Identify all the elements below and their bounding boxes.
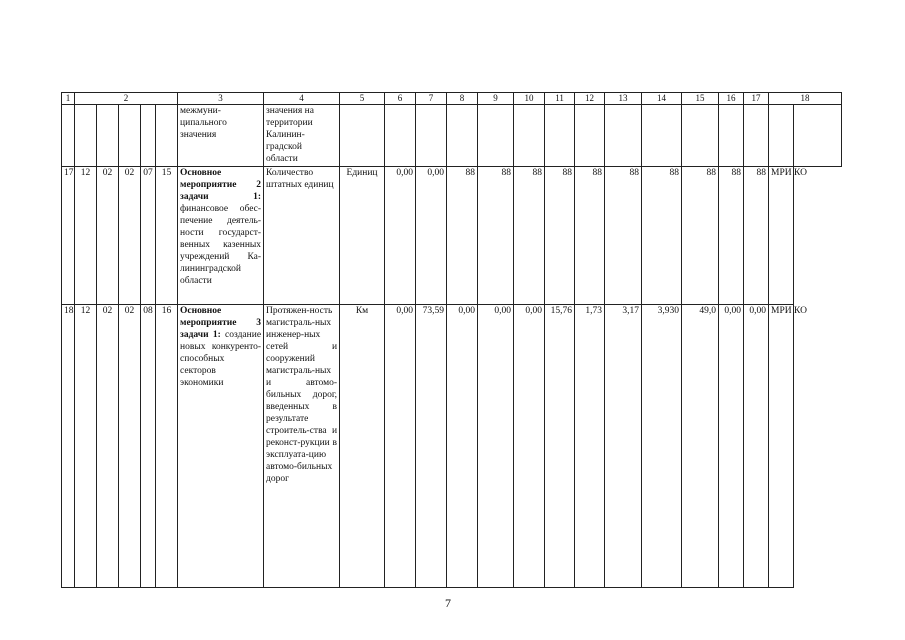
header-cell: 10 [514,93,545,105]
table-row [62,305,842,588]
value-cell: 0,00 [744,305,769,588]
continuation-name-cell: межмуни- ципального значения [178,105,264,167]
header-cell: 13 [605,93,642,105]
responsible-cell [769,305,807,588]
header-cell: 5 [340,93,385,105]
value-cell: 15,76 [545,305,575,588]
header-cell: 18 [769,93,842,105]
value-cell: 88 [575,167,605,305]
header-cell: 12 [575,93,605,105]
code-cell: 02 [97,305,119,588]
responsible-label: МРИ КО [771,306,807,316]
unit-cell: Км [340,305,385,588]
value-cell: 0,00 [416,167,447,305]
code-cell: 18 [62,305,75,588]
value-cell: 88 [447,167,478,305]
value-cell: 0,00 [719,305,744,588]
header-cell: 7 [416,93,447,105]
indicator-cell: Протяжен-ность магистраль-ных инженер-ных сетей и сооружений магистраль-ных и автомо-бильных дорог, введенных в результате строитель-ства и реконст-рукции в эксплуата-цию автомо-бильных дорог [264,305,340,588]
header-cell: 4 [264,93,340,105]
continuation-indicator-cell: значения на территории Калинин- градской области [264,105,340,167]
value-cell: 88 [545,167,575,305]
activity-title: Основное мероприятие 3 задачи 1: [180,306,262,340]
header-cell: 6 [385,93,416,105]
code-cell: 12 [75,167,97,305]
value-cell: 88 [514,167,545,305]
value-cell: 0,00 [447,305,478,588]
header-cell: 14 [642,93,682,105]
page-number: 7 [445,596,451,610]
header-row [62,93,842,105]
value-cell: 88 [605,167,642,305]
code-cell: 02 [119,305,141,588]
header-cell: 16 [719,93,744,105]
value-cell: 0,00 [385,305,416,588]
code-cell: 15 [156,167,178,305]
continuation-row [62,105,842,167]
code-cell: 02 [97,167,119,305]
value-cell: 0,00 [478,305,514,588]
header-cell: 3 [178,93,264,105]
value-cell: 0,00 [514,305,545,588]
code-cell: 17 [62,167,75,305]
indicator-cell: Количество штатных единиц [264,167,340,305]
activity-name-cell [178,305,264,588]
activity-title: Основное мероприятие 2 задачи 1: [180,168,262,202]
header-cell: 11 [545,93,575,105]
code-cell: 08 [141,305,156,588]
responsible-label: МРИ КО [771,168,807,178]
header-cell: 1 [62,93,75,105]
value-cell: 49,0 [682,305,719,588]
header-cell: 17 [744,93,769,105]
header-cell: 8 [447,93,478,105]
activity-name-cell [178,167,264,305]
value-cell: 88 [682,167,719,305]
code-cell: 16 [156,305,178,588]
code-cell: 02 [119,167,141,305]
value-cell: 1,73 [575,305,605,588]
value-cell: 88 [744,167,769,305]
indicators-table [61,92,842,588]
header-cell: 2 [75,93,178,105]
responsible-cell [769,167,807,305]
header-cell: 15 [682,93,719,105]
activity-description: создание новых конкуренто-способных секторов экономики [180,330,262,388]
code-cell: 07 [141,167,156,305]
value-cell: 73,59 [416,305,447,588]
value-cell: 3,930 [642,305,682,588]
value-cell: 88 [719,167,744,305]
header-cell: 9 [478,93,514,105]
unit-cell: Единиц [340,167,385,305]
value-cell: 0,00 [385,167,416,305]
value-cell: 88 [642,167,682,305]
code-cell: 12 [75,305,97,588]
value-cell: 3,17 [605,305,642,588]
activity-description: финансовое обес-печение деятель-ности государст-венных казенных учреждений Ка-лининградской области [180,204,262,286]
table-row [62,167,842,305]
value-cell: 88 [478,167,514,305]
